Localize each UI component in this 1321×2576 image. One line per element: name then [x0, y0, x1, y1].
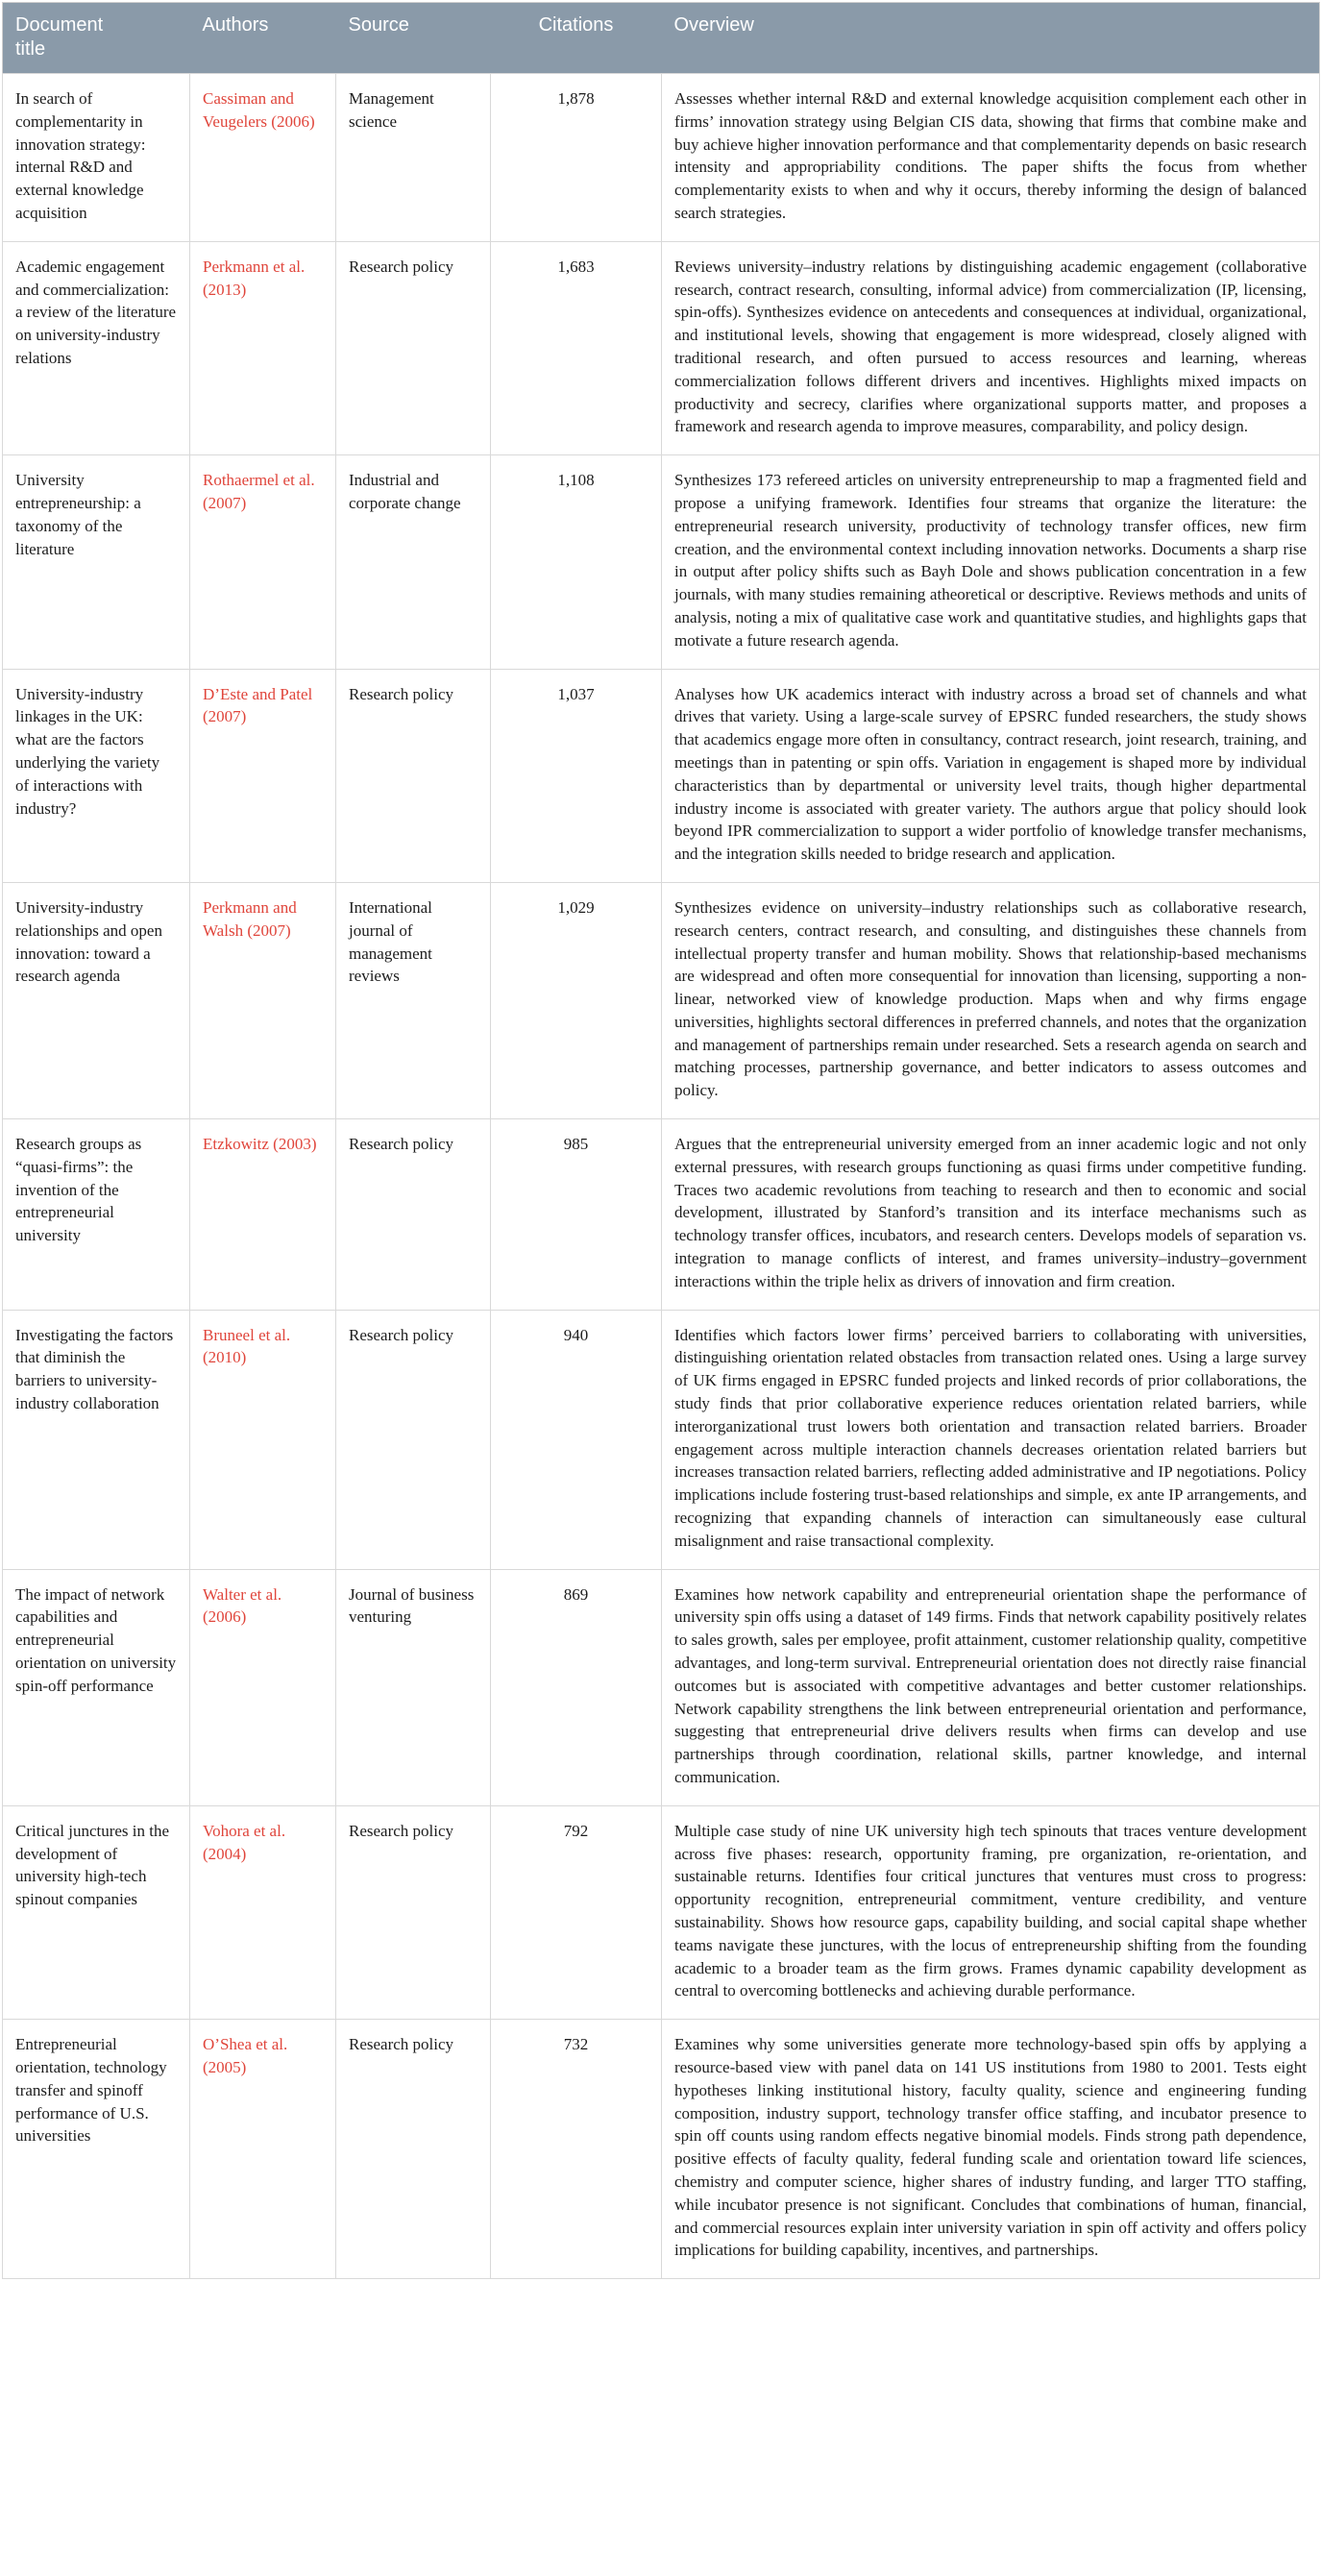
authors-cell: [190, 241, 336, 454]
source-cell: Research policy: [336, 669, 491, 882]
overview-cell: Synthesizes evidence on university–industry relationships such as collaborative research, research centers, contract research, and consulting, and distinguishes these channels from intellectual property transfer and human mobility. Shows that relationship-based mechanisms are widespread and often more consequential for innovation than licensing, supporting a non-linear, networked view of knowledge production. Maps when and why firms engage universities, highlights sectoral differences in preferred channels, and notes that the organization and management of partnerships remain under researched. Sets a research agenda on search and matching processes, partnership governance, and better indicators to assess outcomes and policy.: [662, 882, 1320, 1118]
column-header-label: Authors: [202, 14, 269, 36]
citations-cell: 1,683: [491, 241, 662, 454]
table-row: [3, 882, 1320, 1118]
citations-cell: 869: [491, 1569, 662, 1805]
column-header-source: [336, 3, 491, 74]
column-header-label: Citations: [538, 14, 614, 36]
author-citation-link[interactable]: Etzkowitz (2003): [203, 1135, 317, 1154]
authors-cell: [190, 1805, 336, 2019]
authors-cell: [190, 74, 336, 242]
citations-cell: 1,108: [491, 455, 662, 669]
author-citation-link[interactable]: Perkmann et al. (2013): [203, 257, 306, 299]
citations-cell: 985: [491, 1119, 662, 1311]
citations-cell: 1,029: [491, 882, 662, 1118]
citations-cell: 1,037: [491, 669, 662, 882]
document-title-cell: Entrepreneurial orientation, technology transfer and spinoff performance of U.S. universities: [3, 2020, 190, 2279]
table-row: [3, 1805, 1320, 2019]
author-citation-link[interactable]: Bruneel et al. (2010): [203, 1325, 291, 1367]
authors-cell: [190, 1119, 336, 1311]
table-row: [3, 2020, 1320, 2279]
document-title-cell: University-industry relationships and open innovation: toward a research agenda: [3, 882, 190, 1118]
table-row: [3, 455, 1320, 669]
overview-cell: Argues that the entrepreneurial university emerged from an inner academic logic and not only external pressures, with research groups functioning as quasi firms under competitive funding. Traces two academic revolutions from teaching to research and then to economic and social development, illustrated by Stanford’s transition and its interface mechanisms such as technology transfer offices, incubators, and research centers. Develops models of separation vs. integration to manage conflicts of interest, and frames university–industry–government interactions within the triple helix as drivers of innovation and firm creation.: [662, 1119, 1320, 1311]
source-cell: Industrial and corporate change: [336, 455, 491, 669]
author-citation-link[interactable]: D’Este and Patel (2007): [203, 684, 313, 726]
author-citation-link[interactable]: O’Shea et al. (2005): [203, 2035, 288, 2076]
overview-cell: Assesses whether internal R&D and external knowledge acquisition complement each other in firms’ innovation strategy using Belgian CIS data, showing that firms that combine make and buy achieve higher innovation performance and that complementarity depends on basic research intensity and appropriability conditions. The paper shifts the focus from whether complementarity exists to when and why it occurs, thereby informing the design of balanced search strategies.: [662, 74, 1320, 242]
document-title-cell: The impact of network capabilities and entrepreneurial orientation on university spin-off performance: [3, 1569, 190, 1805]
author-citation-link[interactable]: Perkmann and Walsh (2007): [203, 897, 297, 940]
author-citation-link[interactable]: Rothaermel et al. (2007): [203, 471, 315, 512]
column-header-authors: [190, 3, 336, 74]
author-citation-link[interactable]: Cassiman and Veugelers (2006): [203, 89, 315, 131]
citations-cell: 792: [491, 1805, 662, 2019]
overview-cell: Analyses how UK academics interact with industry across a broad set of channels and what drives that variety. Using a large-scale survey of EPSRC funded researchers, the study shows that academics engage more often in consultancy, contract research, joint research, training, and meetings than in patenting or spin offs. Variation in engagement is shaped more by individual characteristics than by departmental or university level traits, though higher departmental industry income is associated with greater variety. The authors argue that policy should look beyond IPR commercialization to support a wider portfolio of knowledge transfer mechanisms, and the integration skills needed to bridge research and application.: [662, 669, 1320, 882]
table-body: [3, 74, 1320, 2279]
column-header-document-title: [3, 3, 190, 74]
source-cell: Research policy: [336, 1805, 491, 2019]
overview-cell: Identifies which factors lower firms’ perceived barriers to collaborating with universities, distinguishing orientation related obstacles from transaction related ones. Using a large survey of UK firms engaged in EPSRC funded projects and linked records of prior collaborations, the study finds that prior collaborative experience reduces orientation related barriers, while interorganizational trust lowers both orientation and transaction related barriers. Broader engagement across multiple interaction channels decreases orientation related barriers but increases transaction related barriers, reflecting added administrative and IP negotiations. Policy implications include fostering trust-based relationships and simple, ex ante IP arrangements, and recognizing that expanding channels of interaction can simultaneously ease cultural misalignment and raise transactional complexity.: [662, 1310, 1320, 1569]
source-cell: Research policy: [336, 2020, 491, 2279]
document-title-cell: Academic engagement and commercialization: a review of the literature on university-industry relations: [3, 241, 190, 454]
column-header-overview: [662, 3, 1320, 74]
document-title-cell: In search of complementarity in innovation strategy: internal R&D and external knowledge acquisition: [3, 74, 190, 242]
literature-review-table: [2, 2, 1320, 2279]
authors-cell: [190, 1310, 336, 1569]
citations-cell: 732: [491, 2020, 662, 2279]
column-header-label: Source: [348, 14, 409, 36]
table-row: [3, 241, 1320, 454]
document-title-cell: University entrepreneurship: a taxonomy of the literature: [3, 455, 190, 669]
overview-cell: Multiple case study of nine UK university high tech spinouts that traces venture development across five phases: research, opportunity framing, pre organization, re-orientation, and sustainable returns. Identifies four critical junctures that ventures must cross to progress: opportunity recognition, entrepreneurial commitment, venture credibility, and venture sustainability. Shows how resource gaps, capability building, and social capital shape whether teams navigate these junctures, with the locus of entrepreneurship shifting from the founding academic to a broader team as the firm grows. Frames dynamic capability development as central to overcoming bottlenecks and achieving durable performance.: [662, 1805, 1320, 2019]
table-row: [3, 669, 1320, 882]
document-title-cell: Investigating the factors that diminish the barriers to university-industry collaboration: [3, 1310, 190, 1569]
author-citation-link[interactable]: Walter et al. (2006): [203, 1584, 282, 1627]
column-header-label: Document title: [15, 14, 104, 60]
table-row: [3, 1119, 1320, 1311]
authors-cell: [190, 669, 336, 882]
citations-cell: 1,878: [491, 74, 662, 242]
document-title-cell: University-industry linkages in the UK: what are the factors underlying the variety of interactions with industry?: [3, 669, 190, 882]
document-title-cell: Research groups as “quasi-firms”: the invention of the entrepreneurial university: [3, 1119, 190, 1311]
author-citation-link[interactable]: Vohora et al. (2004): [203, 1821, 286, 1863]
authors-cell: [190, 455, 336, 669]
table-row: [3, 1310, 1320, 1569]
table-row: [3, 1569, 1320, 1805]
authors-cell: [190, 882, 336, 1118]
authors-cell: [190, 1569, 336, 1805]
source-cell: Research policy: [336, 1310, 491, 1569]
overview-cell: Examines why some universities generate more technology-based spin offs by applying a resource-based view with panel data on 141 US institutions from 1980 to 2001. Tests eight hypotheses linking institutional history, faculty quality, science and engineering funding composition, industry support, technology transfer office staffing, and incubator presence to spin off counts using random effects negative binomial models. Finds strong path dependence, positive effects of faculty quality, federal funding scale and orientation toward life sciences, chemistry and computer science, higher shares of industry funding, and larger TTO staffing, while incubator presence is not significant. Concludes that combinations of human, financial, and commercial resources explain inter university variation in spin off activity and offers policy implications for building capability, incentives, and partnerships.: [662, 2020, 1320, 2279]
source-cell: Research policy: [336, 241, 491, 454]
authors-cell: [190, 2020, 336, 2279]
table-header: [3, 3, 1320, 74]
source-cell: Research policy: [336, 1119, 491, 1311]
source-cell: International journal of management reviews: [336, 882, 491, 1118]
overview-cell: Synthesizes 173 refereed articles on university entrepreneurship to map a fragmented field and propose a unifying framework. Identifies four streams that organize the literature: the entrepreneurial research university, productivity of technology transfer offices, new firm creation, and the environmental context including innovation networks. Documents a sharp rise in output after policy shifts such as Bayh Dole and shows publication concentration in a few journals, with many studies remaining atheoretical or descriptive. Reviews methods and units of analysis, noting a mix of qualitative case work and quantitative studies, and highlights gaps that motivate a future research agenda.: [662, 455, 1320, 669]
overview-cell: Reviews university–industry relations by distinguishing academic engagement (collaborative research, contract research, consulting, informal advice) from commercialization (IP, licensing, spin-offs). Synthesizes evidence on antecedents and consequences at individual, organizational, and institutional levels, showing that engagement is more widespread, closely aligned with traditional research, and often pursued to access resources and learning, whereas commercialization follows different drivers and incentives. Highlights mixed impacts on productivity and secrecy, clarifies where organizational supports matter, and proposes a framework and research agenda to improve measures, comparability, and policy design.: [662, 241, 1320, 454]
citations-cell: 940: [491, 1310, 662, 1569]
overview-cell: Examines how network capability and entrepreneurial orientation shape the performance of university spin offs using a dataset of 149 firms. Finds that network capability positively relates to sales growth, sales per employee, profit attainment, customer relationship quality, competitive advantages, and long-term survival. Entrepreneurial orientation does not directly raise financial outcomes but is associated with competitive advantages and better customer relationships. Network capability strengthens the link between entrepreneurial orientation and performance, suggesting that entrepreneurial drive delivers results when firms can develop and use partnerships through coordination, relational skills, partner knowledge, and internal communication.: [662, 1569, 1320, 1805]
table-row: [3, 74, 1320, 242]
column-header-label: Overview: [673, 14, 754, 36]
source-cell: Journal of business venturing: [336, 1569, 491, 1805]
document-title-cell: Critical junctures in the development of university high-tech spinout companies: [3, 1805, 190, 2019]
column-header-citations: [491, 3, 662, 74]
source-cell: Management science: [336, 74, 491, 242]
header-row: [3, 3, 1320, 74]
